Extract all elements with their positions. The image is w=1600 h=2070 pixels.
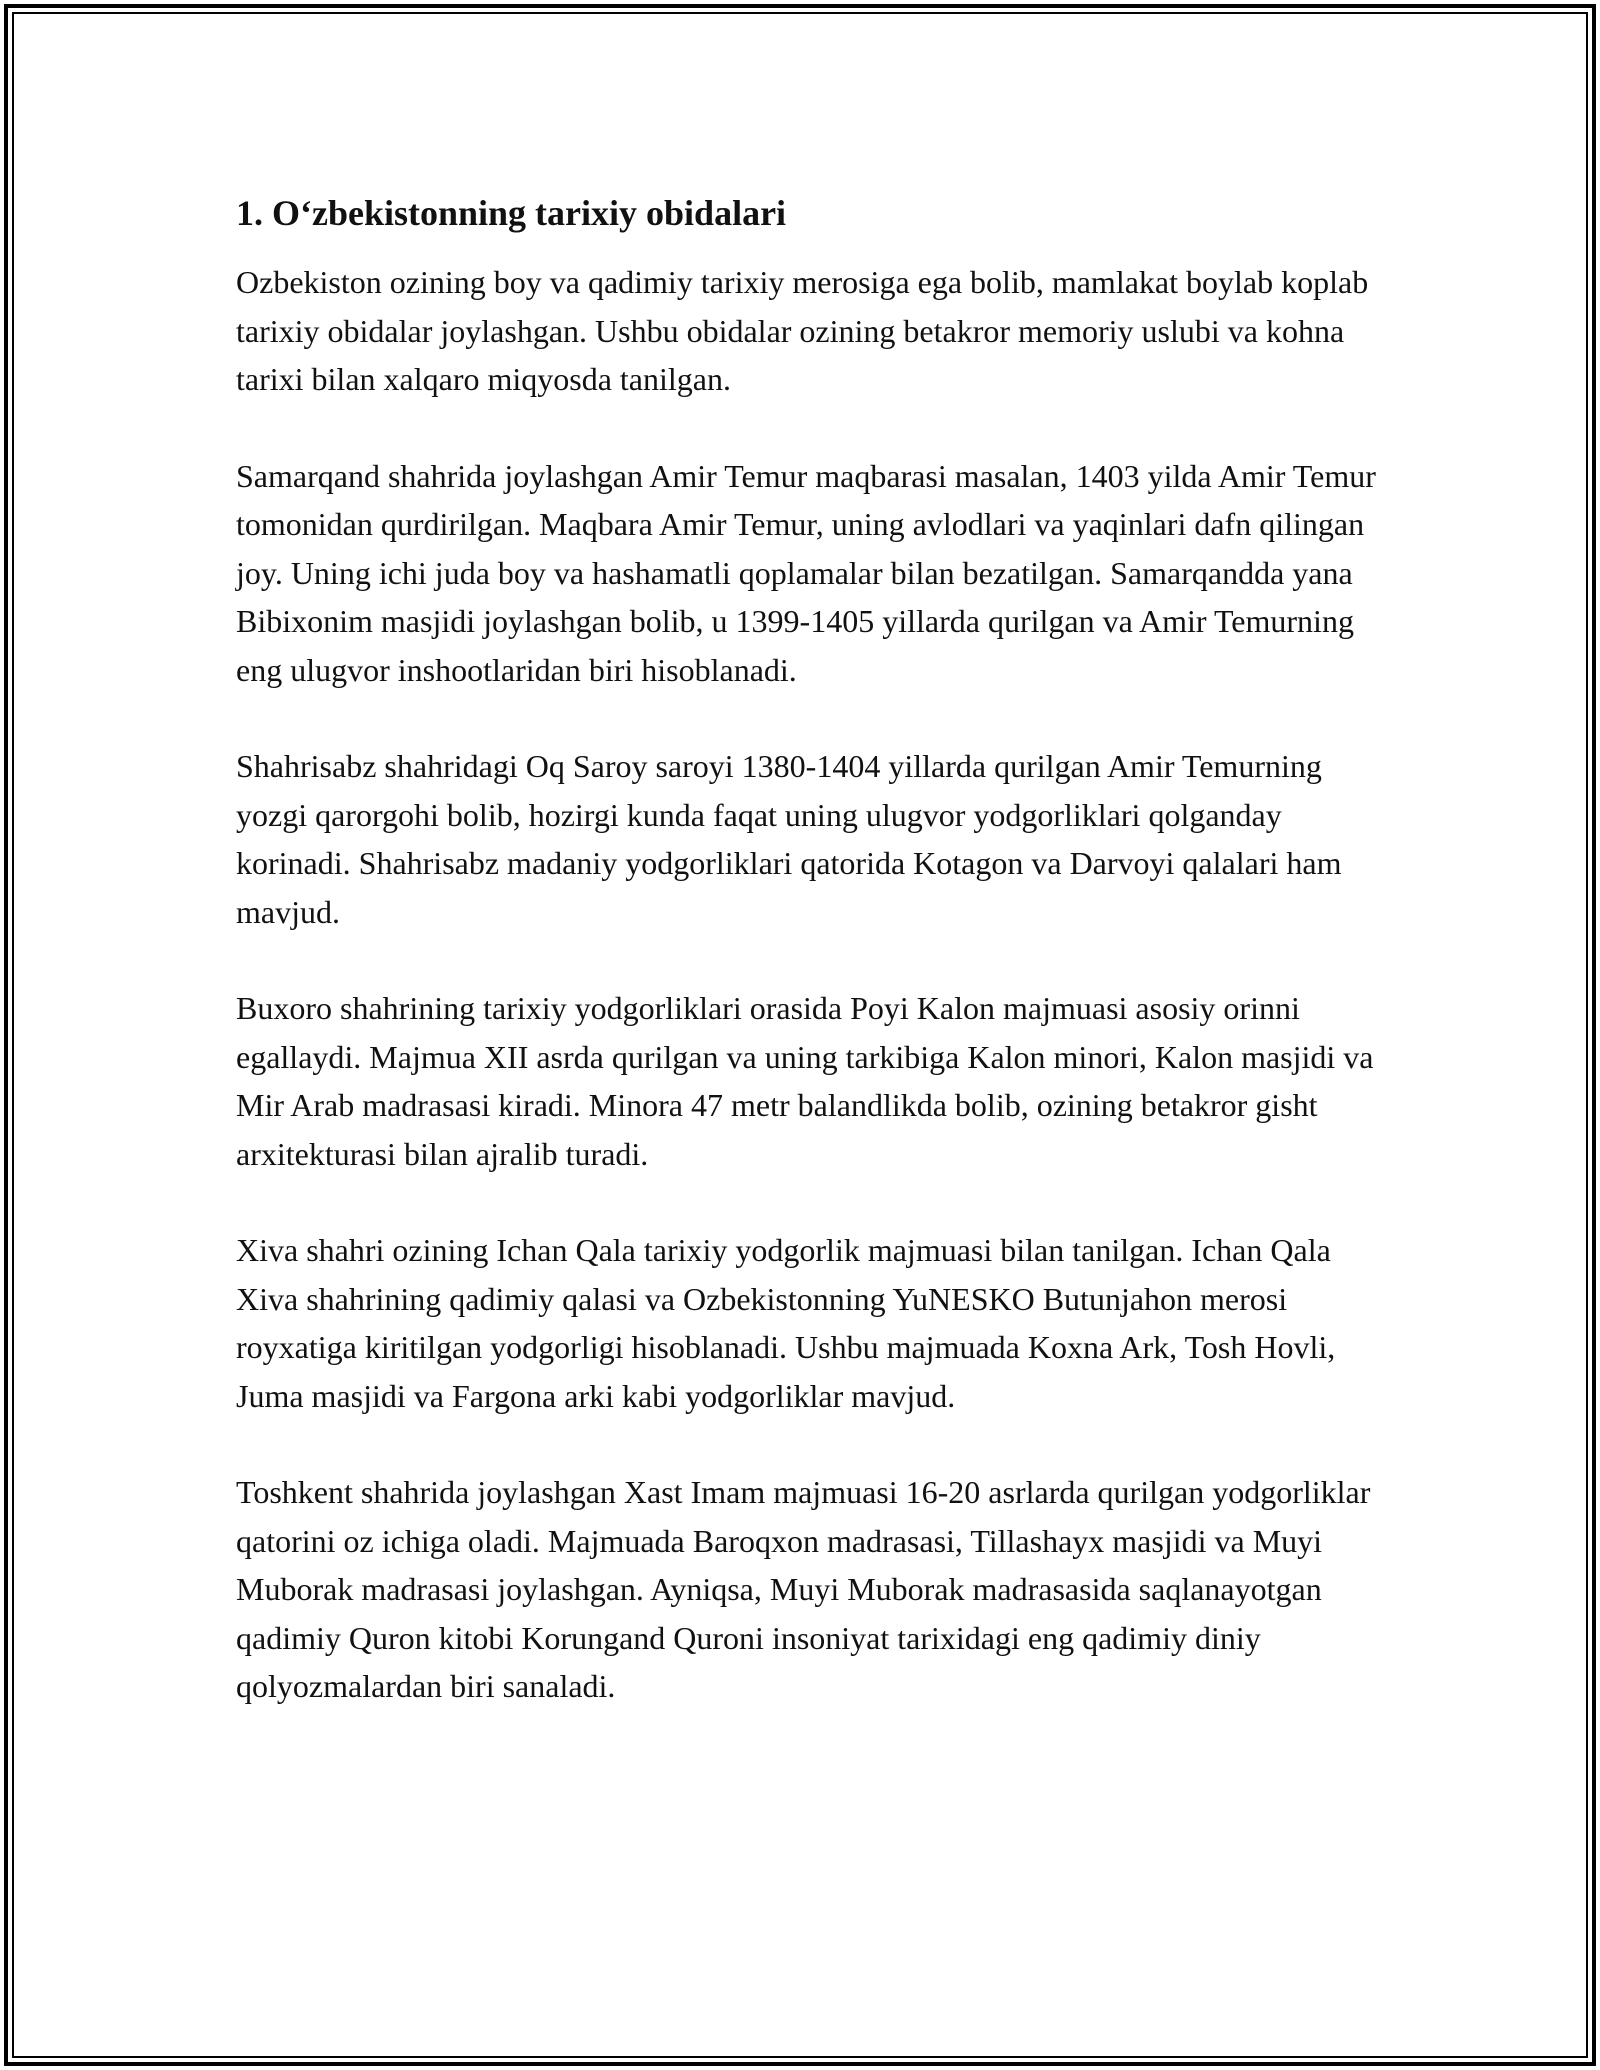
paragraph-shahrisabz: Shahrisabz shahridagi Oq Saroy saroyi 1380-1404 yillarda qurilgan Amir Temurning yozgi qarorgohi bolib, hozirgi kunda faqat uning ulugvor yodgorliklari qolganday korinadi. Shahrisabz madaniy yodgorliklari qatorida Kotagon va Darvoyi qalalari ham mavjud. [236, 748, 1342, 930]
section-heading: 1. O‘zbekistonning tarixiy obidalari [236, 193, 787, 233]
paragraph-intro: Ozbekiston ozining boy va qadimiy tarixiy merosiga ega bolib, mamlakat boylab koplab tarixiy obidalar joylashgan. Ushbu obidalar ozining betakror memoriy uslubi va kohna tarixi bilan xalqaro miqyosda tanilgan. [236, 264, 1369, 397]
paragraph-toshkent: Toshkent shahrida joylashgan Xast Imam majmuasi 16-20 asrlarda qurilgan yodgorliklar qatorini oz ichiga oladi. Majmuada Baroqxon madrasasi, Tillashayx masjidi va Muyi Muborak madrasasi joylashgan. Ayniqsa, Muyi Muborak madrasasida saqlanayotgan qadimiy Quron kitobi Korungand Quroni insoniyat tarixidagi eng qadimiy diniy qolyozmalardan biri sanaladi. [236, 1474, 1371, 1704]
paragraph-buxoro: Buxoro shahrining tarixiy yodgorliklari orasida Poyi Kalon majmuasi asosiy orinni egallaydi. Majmua XII asrda qurilgan va uning tarkibiga Kalon minori, Kalon masjidi va Mir Arab madrasasi kiradi. Minora 47 metr balandlikda bolib, ozining betakror gisht arxitekturasi bilan ajralib turadi. [236, 990, 1374, 1172]
paragraph-xiva: Xiva shahri ozining Ichan Qala tarixiy yodgorlik majmuasi bilan tanilgan. Ichan Qala Xiva shahrining qadimiy qalasi va Ozbekistonning YuNESKO Butunjahon merosi royxatiga kiritilgan yodgorligi hisoblanadi. Ushbu majmuada Koxna Ark, Tosh Hovli, Juma masjidi va Fargona arki kabi yodgorliklar mavjud. [236, 1232, 1336, 1414]
paragraph-samarqand: Samarqand shahrida joylashgan Amir Temur maqbarasi masalan, 1403 yilda Amir Temur tomonidan qurdirilgan. Maqbara Amir Temur, uning avlodlari va yaqinlari dafn qilingan joy. Uning ichi juda boy va hashamatli qoplamalar bilan bezatilgan. Samarqandda yana Bibixonim masjidi joylashgan bolib, u 1399-1405 yillarda qurilgan va Amir Temurning eng ulugvor inshootlaridan biri hisoblanadi. [236, 457, 1376, 688]
document-body [236, 186, 1376, 1759]
